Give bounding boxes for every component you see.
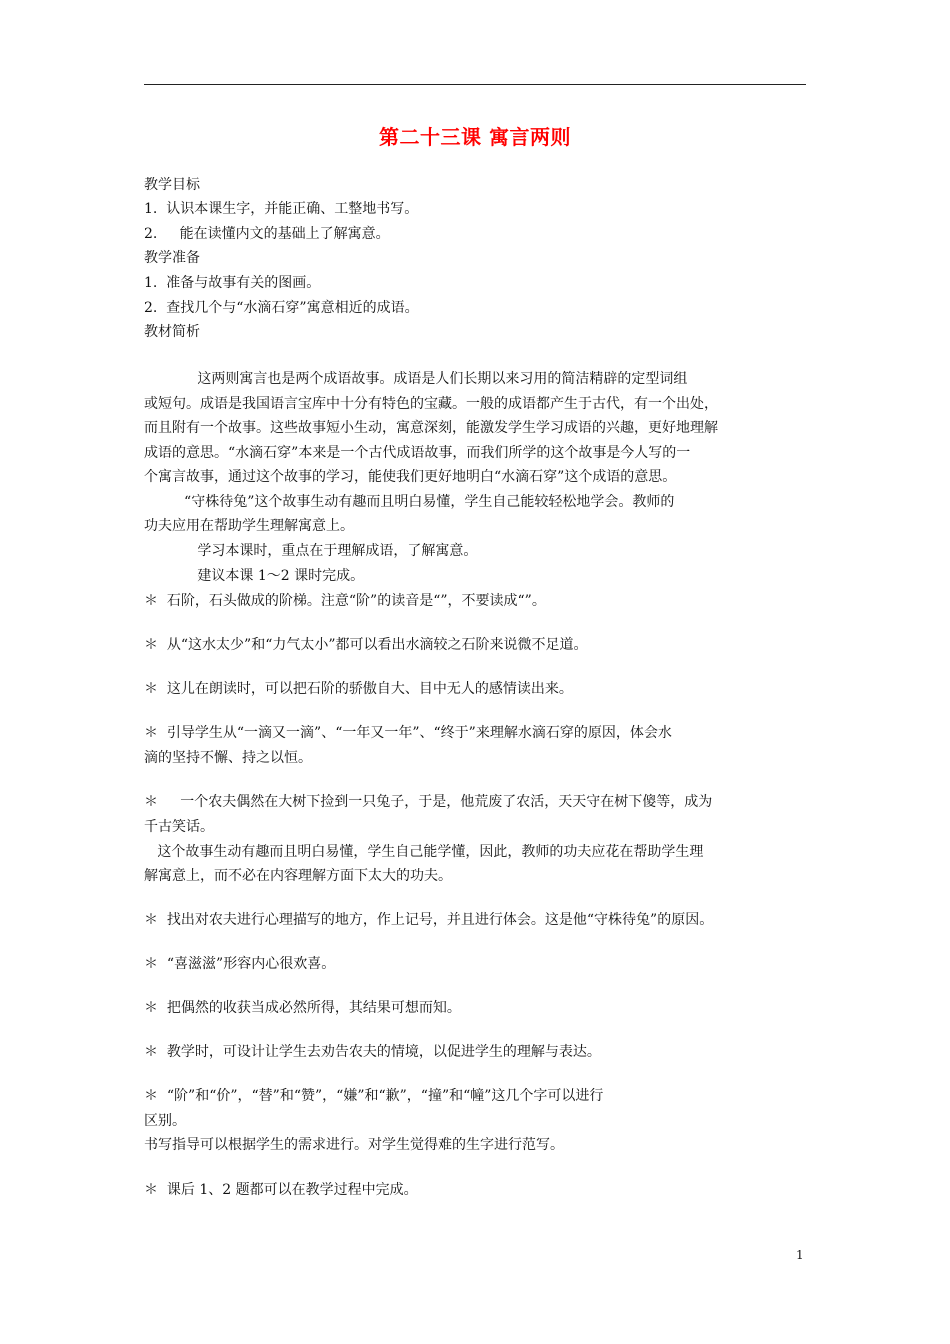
text-line: 滴的坚持不懈、持之以恒。 [144, 750, 312, 766]
text-line: ＊ 找出对农夫进行心理描写的地方，作上记号，并且进行体会。这是他“守株待兔”的原因。 [144, 912, 714, 928]
text-line: ＊ 引导学生从“一滴又一滴”、“一年又一年”、“终于”来理解水滴石穿的原因，体会水 [144, 725, 672, 741]
text-line: 2. 查找几个与“水滴石穿”寓意相近的成语。 [144, 300, 419, 316]
text-line: 个寓言故事，通过这个故事的学习，能使我们更好地明白“水滴石穿”这个成语的意思。 [144, 469, 677, 485]
text-line: ＊ “阶”和“价”，“替”和“赞”，“嫌”和“歉”，“撞”和“幢”这几个字可以进行 [144, 1088, 604, 1104]
text-line: ＊ 教学时，可设计让学生去劝告农夫的情境，以促进学生的理解与表达。 [144, 1044, 601, 1060]
text-line: 区别。 [144, 1113, 186, 1129]
text-line: ＊ 课后 1、2 题都可以在教学过程中完成。 [144, 1182, 418, 1198]
text-line: “守株待兔”这个故事生动有趣而且明白易懂，学生自己能较轻松地学会。教师的 [144, 494, 675, 510]
text-line: 功夫应用在帮助学生理解寓意上。 [144, 518, 354, 534]
text-line: ＊ 石阶，石头做成的阶梯。注意“阶”的读音是“”，不要读成“”。 [144, 593, 546, 609]
text-line: 成语的意思。“水滴石穿”本来是一个古代成语故事，而我们所学的这个故事是今人写的一 [144, 445, 691, 461]
text-line: ＊ 这儿在朗读时，可以把石阶的骄傲自大、目中无人的感情读出来。 [144, 681, 573, 697]
text-line: 教学目标 [144, 177, 200, 193]
text-line: ＊ 把偶然的收获当成必然所得，其结果可想而知。 [144, 1000, 461, 1016]
text-line: 建议本课 1～2 课时完成。 [144, 568, 365, 584]
text-line: ＊ 从“这水太少”和“力气太小”都可以看出水滴较之石阶来说微不足道。 [144, 637, 588, 653]
text-line: 或短句。成语是我国语言宝库中十分有特色的宝藏。一般的成语都产生于古代，有一个出处， [144, 396, 718, 412]
text-line: ＊ “喜滋滋”形容内心很欢喜。 [144, 956, 336, 972]
page-number: 1 [796, 1248, 804, 1262]
text-line: 千古笑话。 [144, 819, 214, 835]
text-line: 书写指导可以根据学生的需求进行。对学生觉得难的生字进行范写。 [144, 1137, 564, 1153]
text-line: 1. 认识本课生字，并能正确、工整地书写。 [144, 201, 419, 217]
text-line: 解寓意上，而不必在内容理解方面下太大的功夫。 [144, 868, 452, 884]
text-line: 教材简析 [144, 324, 200, 340]
text-line: 2. 能在读懂内文的基础上了解寓意。 [144, 226, 390, 242]
header-rule [144, 84, 806, 85]
text-line: 学习本课时，重点在于理解成语，了解寓意。 [144, 543, 478, 559]
text-line: 1. 准备与故事有关的图画。 [144, 275, 321, 291]
text-line: 这两则寓言也是两个成语故事。成语是人们长期以来习用的简洁精辟的定型词组 [144, 371, 688, 387]
text-line: 这个故事生动有趣而且明白易懂，学生自己能学懂，因此，教师的功夫应花在帮助学生理 [144, 844, 704, 860]
text-line: ＊ 一个农夫偶然在大树下捡到一只兔子，于是，他荒废了农活，天天守在树下傻等，成为 [144, 794, 713, 810]
lesson-title: 第二十三课 寓言两则 [379, 125, 571, 149]
text-line: 教学准备 [144, 250, 200, 266]
text-line: 而且附有一个故事。这些故事短小生动，寓意深刻，能激发学生学习成语的兴趣，更好地理解 [144, 420, 718, 436]
